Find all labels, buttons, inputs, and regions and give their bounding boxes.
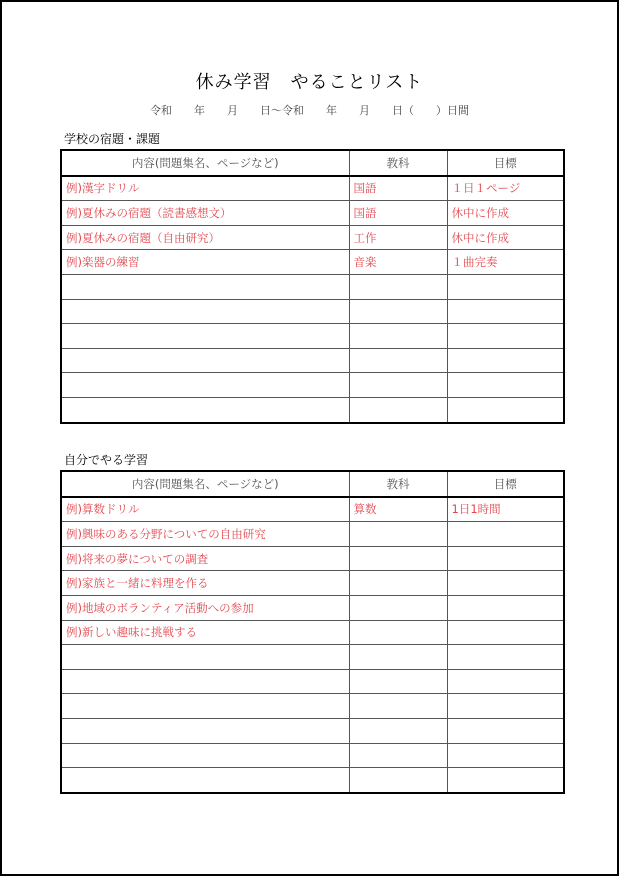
cell-subject[interactable] — [349, 274, 447, 299]
cell-subject[interactable] — [349, 324, 447, 349]
cell-content[interactable] — [61, 397, 349, 422]
table-row — [61, 225, 564, 250]
cell-content[interactable]: 例)夏休みの宿題（読書感想文） — [61, 201, 349, 226]
cell-content[interactable]: 例)将来の夢についての調査 — [61, 546, 349, 571]
cell-goal[interactable] — [447, 522, 564, 547]
cell-subject[interactable]: 国語 — [349, 176, 447, 201]
cell-subject[interactable] — [349, 718, 447, 743]
cell-content[interactable]: 例)興味のある分野についての自由研究 — [61, 522, 349, 547]
cell-goal[interactable]: 1日1時間 — [447, 497, 564, 522]
cell-subject[interactable] — [349, 645, 447, 670]
cell-subject[interactable] — [349, 348, 447, 373]
table-row — [61, 324, 564, 349]
cell-content[interactable] — [61, 348, 349, 373]
cell-goal[interactable] — [447, 718, 564, 743]
cell-subject[interactable] — [349, 669, 447, 694]
table-row — [61, 348, 564, 373]
cell-content[interactable]: 例)新しい趣味に挑戦する — [61, 620, 349, 645]
cell-content[interactable] — [61, 299, 349, 324]
cell-subject[interactable] — [349, 768, 447, 793]
cell-subject[interactable] — [349, 694, 447, 719]
cell-content[interactable] — [61, 274, 349, 299]
cell-content[interactable]: 例)夏休みの宿題（自由研究） — [61, 225, 349, 250]
cell-subject[interactable] — [349, 373, 447, 398]
cell-content[interactable] — [61, 373, 349, 398]
cell-content[interactable] — [61, 718, 349, 743]
cell-goal[interactable] — [447, 397, 564, 422]
cell-goal[interactable] — [447, 571, 564, 596]
table-row — [61, 571, 564, 596]
table-row — [61, 620, 564, 645]
date-range-line: 令和 年 月 日〜令和 年 月 日（ ）日間 — [150, 104, 469, 117]
cell-content[interactable] — [61, 768, 349, 793]
cell-content[interactable] — [61, 324, 349, 349]
header-subject: 教科 — [349, 150, 447, 176]
cell-subject[interactable] — [349, 546, 447, 571]
cell-goal[interactable] — [447, 620, 564, 645]
table-row — [61, 546, 564, 571]
table-row — [61, 176, 564, 201]
table-row — [61, 497, 564, 522]
cell-subject[interactable] — [349, 571, 447, 596]
cell-goal[interactable] — [447, 694, 564, 719]
cell-subject[interactable] — [349, 743, 447, 768]
cell-goal[interactable] — [447, 743, 564, 768]
self-study-label: 自分でやる学習 — [64, 453, 149, 467]
cell-content[interactable] — [61, 669, 349, 694]
cell-goal[interactable] — [447, 595, 564, 620]
cell-subject[interactable]: 算数 — [349, 497, 447, 522]
table-row — [61, 250, 564, 275]
cell-content[interactable]: 例)楽器の練習 — [61, 250, 349, 275]
table-header-row — [61, 471, 564, 497]
header-content: 内容(問題集名、ページなど) — [61, 471, 349, 497]
header-goal: 目標 — [447, 471, 564, 497]
cell-content[interactable]: 例)算数ドリル — [61, 497, 349, 522]
cell-subject[interactable] — [349, 595, 447, 620]
cell-subject[interactable]: 国語 — [349, 201, 447, 226]
cell-goal[interactable] — [447, 299, 564, 324]
cell-subject[interactable] — [349, 397, 447, 422]
cell-content[interactable] — [61, 743, 349, 768]
cell-content[interactable]: 例)漢字ドリル — [61, 176, 349, 201]
cell-content[interactable]: 例)地域のボランティア活動への参加 — [61, 595, 349, 620]
table-row — [61, 669, 564, 694]
cell-goal[interactable]: １曲完奏 — [447, 250, 564, 275]
table-row — [61, 373, 564, 398]
cell-content[interactable]: 例)家族と一緒に料理を作る — [61, 571, 349, 596]
table-row — [61, 299, 564, 324]
table-row — [61, 645, 564, 670]
cell-goal[interactable] — [447, 274, 564, 299]
cell-subject[interactable]: 工作 — [349, 225, 447, 250]
table-row — [61, 274, 564, 299]
table-row — [61, 201, 564, 226]
cell-goal[interactable] — [447, 669, 564, 694]
school-homework-table — [60, 149, 565, 424]
cell-goal[interactable] — [447, 348, 564, 373]
school-homework-label: 学校の宿題・課題 — [64, 132, 161, 146]
cell-content[interactable] — [61, 645, 349, 670]
cell-goal[interactable] — [447, 768, 564, 793]
cell-goal[interactable]: 休中に作成 — [447, 225, 564, 250]
cell-subject[interactable] — [349, 620, 447, 645]
cell-goal[interactable] — [447, 324, 564, 349]
table-row — [61, 522, 564, 547]
cell-goal[interactable] — [447, 645, 564, 670]
table-row — [61, 595, 564, 620]
page-title: 休み学習 やることリスト — [195, 72, 424, 93]
header-subject: 教科 — [349, 471, 447, 497]
header-content: 内容(問題集名、ページなど) — [61, 150, 349, 176]
cell-goal[interactable] — [447, 546, 564, 571]
cell-goal[interactable]: 休中に作成 — [447, 201, 564, 226]
table-row — [61, 397, 564, 422]
table-row — [61, 694, 564, 719]
table-row — [61, 743, 564, 768]
cell-subject[interactable] — [349, 522, 447, 547]
cell-content[interactable] — [61, 694, 349, 719]
table-header-row — [61, 150, 564, 176]
table-row — [61, 718, 564, 743]
header-goal: 目標 — [447, 150, 564, 176]
cell-subject[interactable]: 音楽 — [349, 250, 447, 275]
self-study-table — [60, 470, 565, 794]
table-row — [61, 768, 564, 793]
cell-goal[interactable] — [447, 373, 564, 398]
cell-subject[interactable] — [349, 299, 447, 324]
cell-goal[interactable]: １日１ページ — [447, 176, 564, 201]
